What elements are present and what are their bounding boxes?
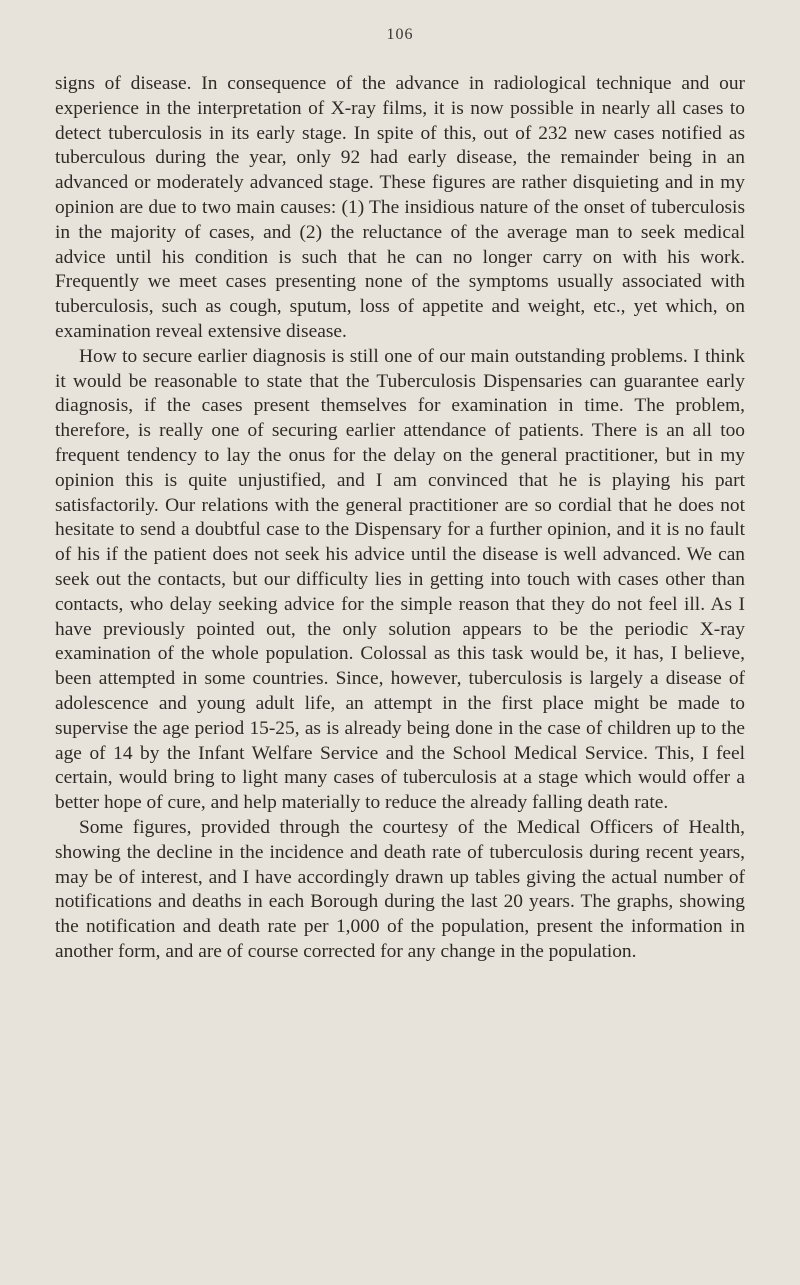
- paragraph-1: signs of disease. In consequence of the advance in radiological technique and our experience in the interpretation of X-ray films, it is now possible in nearly all cases to detect tuberculosis in its early stage. In spite of this, out of 232 new cases notified as tuberculous during the year, only 92 had early disease, the remainder being in an advanced or moderately advanced stage. These figures are rather disquieting and in my opinion are due to two main causes: (1) The insidious nature of the onset of tuberculosis in the majority of cases, and (2) the reluctance of the average man to seek medical advice until his condition is such that he can no longer carry on with his work. Frequently we meet cases presenting none of the symptoms usually associated with tuberculosis, such as cough, sputum, loss of appetite and weight, etc., yet which, on examination reveal extensive disease.: [55, 73, 745, 342]
- paragraph-3: Some figures, provided through the courtesy of the Medical Officers of Health, showing the decline in the incidence and death rate of tuberculosis during recent years, may be of interest, and I have accordingly drawn up tables giving the actual number of notifications and deaths in each Borough during the last 20 years. The graphs, showing the notification and death rate per 1,000 of the population, present the information in another form, and are of course corrected for any change in the population.: [55, 816, 745, 962]
- paragraph-2: How to secure earlier diagnosis is still one of our main outstanding problems. I think it would be reasonable to state that the Tuberculosis Dispensaries can guarantee early diagnosis, if the cases present themselves for examination in time. The problem, therefore, is really one of securing earlier attendance of patients. There is an all too frequent tendency to lay the onus for the delay on the general practitioner, but in my opinion this is quite unjustified, and I am convinced that he is playing his part satisfactorily. Our relations with the general practitioner are so cordial that he does not hesitate to send a doubtful case to the Dispensary for a further opinion, and it is no fault of his if the patient does not seek his advice until the disease is well advanced. We can seek out the contacts, but our difficulty lies in getting into touch with cases other than contacts, who delay seeking advice for the simple reason that they do not feel ill. As I have previously pointed out, the only solution appears to be the periodic X-ray examination of the whole population. Colossal as this task would be, it has, I believe, been attempted in some countries. Since, however, tuberculosis is largely a disease of adolescence and young adult life, an attempt in the first place might be made to supervise the age period 15-25, as is already being done in the case of children up to the age of 14 by the Infant Welfare Service and the School Medical Service. This, I feel certain, would bring to light many cases of tuberculosis at a stage which would offer a better hope of cure, and help materially to reduce the already falling death rate.: [55, 345, 745, 814]
- page-number: 106: [386, 26, 414, 43]
- body-text: [55, 72, 745, 965]
